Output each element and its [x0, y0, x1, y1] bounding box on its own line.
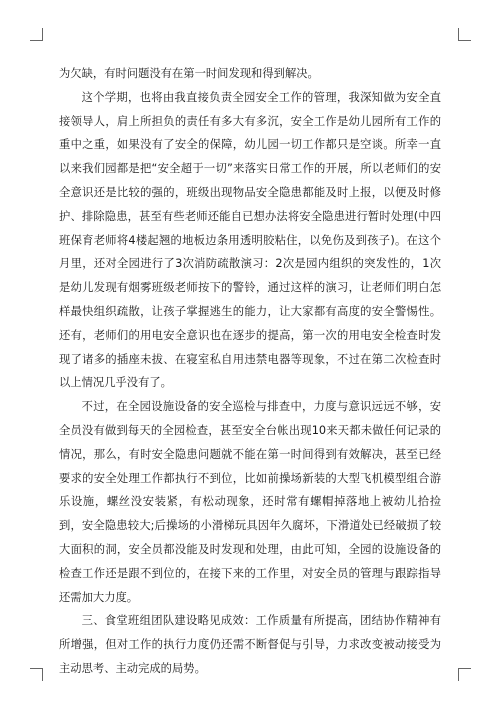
paragraph-continued: 为欠缺，有时问题没有在第一时间发现和得到解决。 — [59, 67, 319, 80]
crop-mark-bottom-left — [30, 668, 43, 681]
paragraph-safety-management: 这个学期，也将由我直接负责全园安全工作的管理，我深知做为安全直接领导人，肩上所担负的责任有多大有多沉，安全工作是幼儿园所有工作的重中之重，如果没有了安全的保障，幼儿园一切工作都只是空谈。所幸一直以来我们园都是把“安全超于一切”来落实日常工作的开展，所以老师们的安全意识还是比较的强的，班级出现物品安全隐患都能及时上报，以便及时修护、排除隐患，甚至有些老师还能自已想办法将安全隐患进行暂时处理(中四班保育老师将4楼起翘的地板边条用透明胶粘住，以免伤及到孩子)。在这个月里，还对全园进行了3次消防疏散演习：2次是园内组织的突发性的，1次是幼儿发现有烟雾班级老师按下的警铃，通过这样的演习，让老师们明白怎样最快组织疏散，让孩子掌握逃生的能力，让大家都有高度的安全警惕性。还有，老师们的用电安全意识也在逐步的提高，第一次的用电安全检查时发现了诸多的插座未拔、在寝室私自用违禁电器等现象，不过在第二次检查时以上情况几乎没有了。 — [59, 90, 441, 390]
crop-mark-top-left — [30, 28, 43, 41]
paragraph-canteen-team: 三、食堂班组团队建设略见成效：工作质量有所提高，团结协作精神有所增强，但对工作的执行力度仍还需不断督促与引导，力求改变被动接受为主动思考、主动完成的局势。 — [59, 614, 441, 675]
paragraph-facility-inspection: 不过，在全园设施设备的安全巡检与排查中，力度与意识远远不够，安全员没有做到每天的全园检查，甚至安全台帐出现10来天都未做任何记录的情况，那么，有时安全隐患问题就不能在第一时间得到有效解决，甚至已经要求的安全处理工作都执行不到位，比如前操场新装的大型飞机模型组合游乐设施，螺丝没安装紧，有松动现象，还时常有螺帽掉落地上被幼儿拾捡到，安全隐患较大;后操场的小滑梯玩具因年久腐坏，下滑道处已经破损了较大面积的洞，安全员都没能及时发现和处理，由此可知，全园的设施设备的检查工作还是跟不到位的，在接下来的工作里，对安全员的管理与跟踪指导还需加大力度。 — [59, 400, 441, 604]
document-body — [59, 62, 441, 681]
crop-mark-bottom-right — [458, 668, 471, 681]
crop-mark-top-right — [458, 28, 471, 41]
